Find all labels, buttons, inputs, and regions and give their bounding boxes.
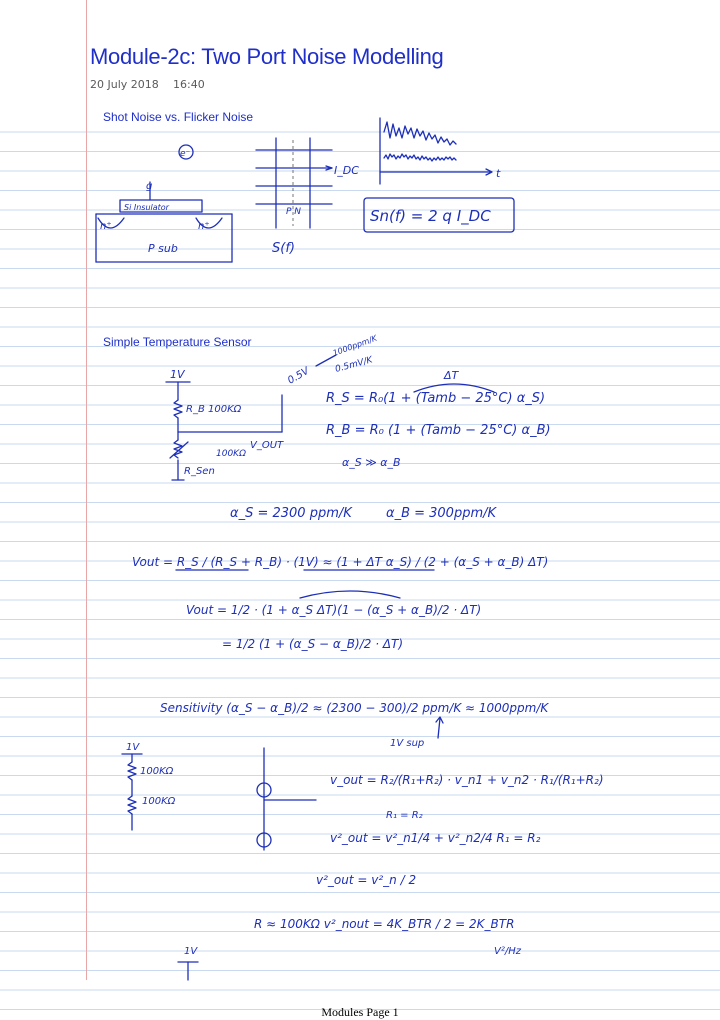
note-r-eq: R₁ = R₂	[386, 810, 423, 821]
note-pn: P N	[286, 207, 302, 217]
sensitivity-annotations	[286, 333, 551, 469]
page-footer: Modules Page 1	[321, 1005, 399, 1019]
note-vn-out: v_out = R₂/(R₁+R₂) · v_n1 + v_n2 · R₁/(R₁+R₂)	[330, 773, 604, 787]
note-v2hz: V²/Hz	[494, 946, 521, 957]
note-insulator: Si Insulator	[124, 203, 169, 212]
note-rs-eq: R_S = R₀(1 + (Tamb − 25°C) α_S)	[326, 391, 546, 406]
note-0-5mv: 0.5mV/K	[334, 355, 374, 375]
note-psub: P sub	[148, 242, 178, 255]
note-vout-eq3: = 1/2 (1 + (α_S − α_B)/2 · ΔT)	[222, 637, 404, 651]
note-nplus-right: n⁺	[198, 221, 210, 232]
note-100k-2: 100KΩ	[142, 796, 176, 807]
note-0-5v: 0.5V	[286, 365, 312, 387]
note-vn2-half: v²_out = v²_n / 2	[316, 873, 417, 887]
page-date: 20 July 2018	[90, 78, 159, 91]
note-rb-eq: R_B = R₀ (1 + (Tamb − 25°C) α_B)	[326, 423, 551, 438]
note-sensitivity: Sensitivity (α_S − α_B)/2 ≈ (2300 − 300)/2 ppm/K ≈ 1000ppm/K	[160, 701, 549, 715]
note-vout: V_OUT	[250, 440, 284, 451]
mosfet-sketch	[96, 145, 232, 262]
page-time: 16:40	[173, 78, 205, 91]
note-100k-1: 100KΩ	[140, 766, 174, 777]
note-1v: 1V	[170, 368, 185, 381]
note-alpha-b: α_B = 300ppm/K	[386, 506, 497, 521]
note-r100k-eq: R ≈ 100KΩ v²_nout = 4K_BTR / 2 = 2K_BTR	[254, 917, 515, 931]
note-1v-b: 1V	[126, 742, 140, 753]
note-rsen: R_Sen	[184, 466, 215, 477]
note-idc: I_DC	[334, 164, 359, 177]
note-rb: R_B 100KΩ	[186, 404, 242, 415]
section-heading-temp-sensor: Simple Temperature Sensor	[103, 335, 252, 349]
section-heading-shot-noise: Shot Noise vs. Flicker Noise	[103, 110, 254, 124]
note-sf: S(f)	[272, 241, 295, 256]
note-rsen-val: 100KΩ	[216, 449, 246, 459]
note-alpha-rel: α_S ≫ α_B	[342, 456, 401, 469]
noise-waveform-sketch	[364, 118, 514, 232]
note-1v-c: 1V	[184, 946, 198, 957]
note-nplus-left: n⁺	[100, 221, 112, 232]
note-vout-eq1: Vout = R_S / (R_S + R_B) · (1V) ≈ (1 + ΔT α_S) / (2 + (α_S + α_B) ΔT)	[132, 555, 549, 569]
pn-junction-sketch	[256, 138, 359, 256]
divider-circuit-sketch	[166, 368, 284, 480]
note-electron: e⁻	[180, 149, 191, 159]
page-title: Module-2c: Two Port Noise Modelling	[90, 44, 444, 69]
note-1v-sup: 1V sup	[390, 738, 425, 749]
note-1000ppm: 1000ppm/K	[331, 333, 379, 358]
note-vout-eq2: Vout = 1/2 · (1 + α_S ΔT)(1 − (α_S + α_B)/2 · ΔT)	[186, 603, 482, 617]
note-vn2-eq: v²_out = v²_n1/4 + v²_n2/4 R₁ = R₂	[330, 831, 541, 845]
noise-divider-sketch	[122, 742, 316, 850]
note-delta-t: ΔT	[444, 369, 459, 382]
note-t-axis: t	[496, 167, 501, 180]
note-sn-formula: Sn(f) = 2 q I_DC	[370, 207, 491, 225]
note-gate: g	[146, 181, 153, 192]
note-alpha-s: α_S = 2300 ppm/K	[230, 506, 352, 521]
